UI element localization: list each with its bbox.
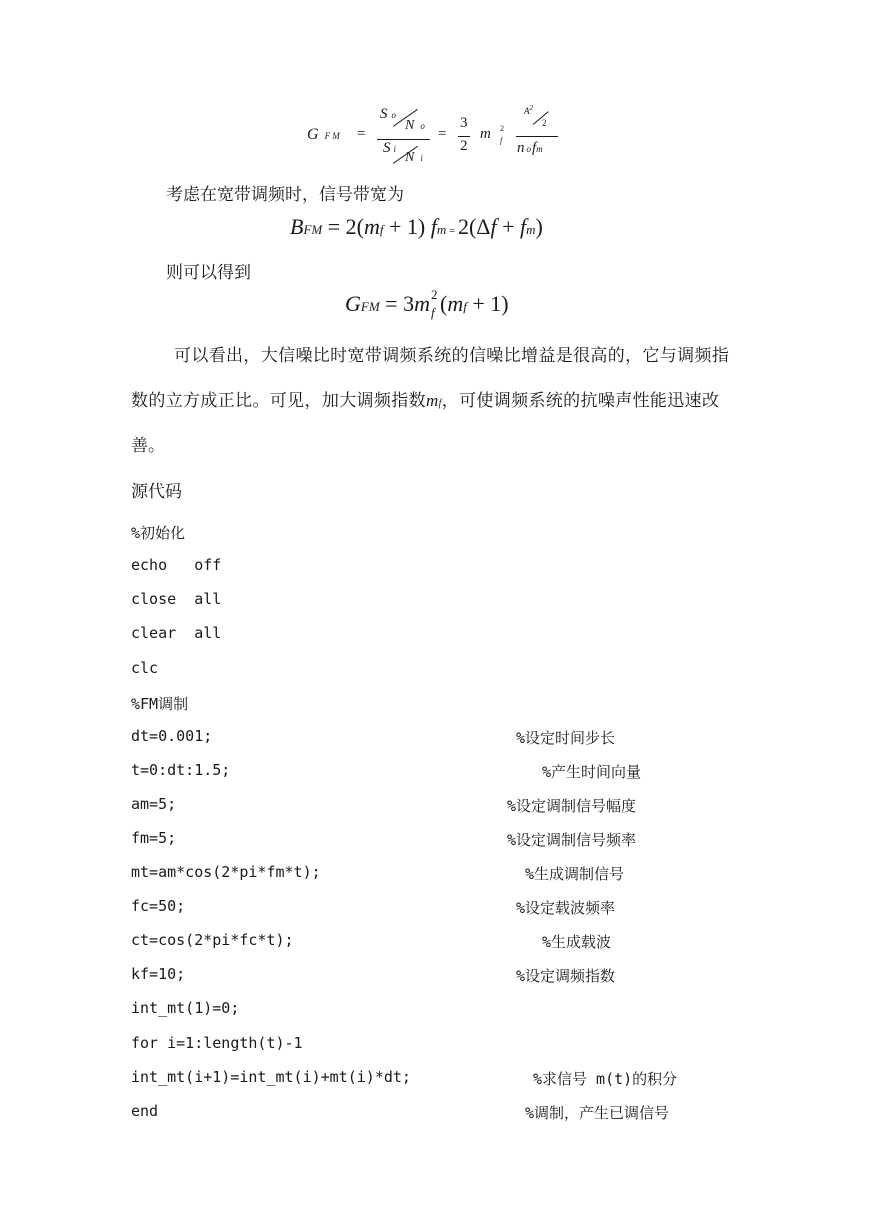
code-comment: %产生时间向量 (542, 763, 642, 781)
bandwidth-intro-text: 考虑在宽带调频时，信号带宽为 (166, 185, 404, 205)
then-text: 则可以得到 (166, 263, 251, 283)
code-line: echo off (131, 556, 222, 574)
code-line: am=5; (131, 795, 177, 813)
code-comment: %设定调频指数 (516, 967, 616, 985)
code-line: fm=5; (131, 829, 177, 847)
code-comment: %生成载波 (542, 933, 612, 951)
code-line: for i=1:length(t)-1 (131, 1034, 303, 1052)
code-line: mt=am*cos(2*pi*fm*t); (131, 863, 321, 881)
code-line: dt=0.001; (131, 727, 213, 745)
code-comment: %求信号 m(t)的积分 (533, 1070, 678, 1088)
code-line: end (131, 1102, 159, 1120)
code-line: int_mt(1)=0; (131, 999, 240, 1017)
code-line: kf=10; (131, 965, 186, 983)
code-comment: %设定调制信号频率 (507, 831, 637, 849)
paragraph-line-2: 数的立方成正比。可见，加大调频指数mf，可使调频系统的抗噪声性能迅速改 (131, 391, 720, 411)
code-comment: %设定时间步长 (516, 729, 616, 747)
code-line: ct=cos(2*pi*fc*t); (131, 931, 294, 949)
code-line: %初始化 (131, 524, 186, 542)
code-line: close all (131, 590, 222, 608)
code-line: int_mt(i+1)=int_mt(i)+mt(i)*dt; (131, 1068, 411, 1086)
code-line: %FM调制 (131, 695, 189, 713)
formula-gain-result: GFM = 3m 2 f (mf + 1) (345, 287, 509, 320)
source-code-heading: 源代码 (131, 482, 182, 502)
code-line: t=0:dt:1.5; (131, 761, 231, 779)
code-comment: %设定调制信号幅度 (507, 797, 637, 815)
paragraph-line-1: 可以看出，大信噪比时宽带调频系统的信噪比增益是很高的，它与调频指 (174, 346, 730, 366)
formula-bandwidth: BFM = 2(mf + 1) fm = 2(Δf + fm) (290, 214, 543, 239)
code-comment: %生成调制信号 (525, 865, 625, 883)
code-line: clear all (131, 624, 222, 642)
paragraph-line-3: 善。 (131, 436, 165, 456)
gain-symbol: G F M (307, 126, 340, 143)
code-comment: %设定载波频率 (516, 899, 616, 917)
code-line: clc (131, 659, 159, 677)
code-line: fc=50; (131, 897, 186, 915)
code-comment: %调制，产生已调信号 (525, 1104, 670, 1122)
